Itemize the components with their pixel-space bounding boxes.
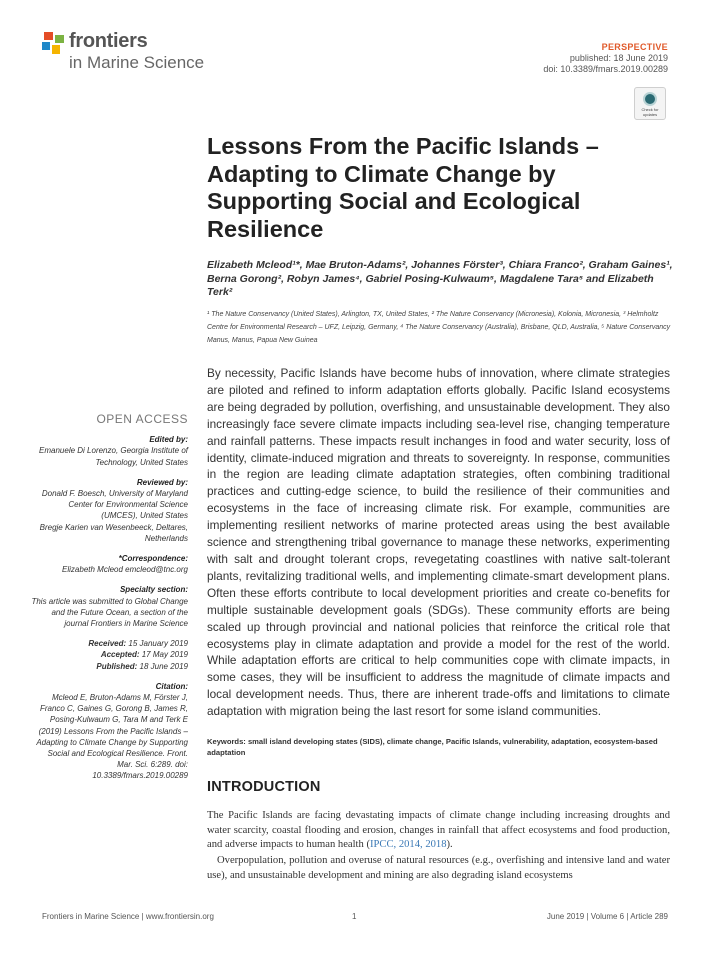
accepted-label: Accepted: bbox=[100, 650, 140, 660]
received-date: 15 January 2019 bbox=[128, 639, 188, 649]
introduction-paragraph-2: Overpopulation, pollution and overuse of natural resources (e.g., overfishing and intensive land and water use), and unsustainable development and mining are also degrading island ecosystems bbox=[207, 855, 670, 881]
article-title: Lessons From the Pacific Islands – Adapting to Climate Change by Supporting Social and Ecological Resilience bbox=[207, 133, 599, 242]
keywords bbox=[207, 736, 677, 758]
specialty-section: This article was submitted to Global Change and the Future Ocean, a section of the journal Frontiers in Marine Science bbox=[31, 596, 188, 629]
reviewed-by-label: Reviewed by: bbox=[136, 477, 188, 487]
affiliations: ¹ The Nature Conservancy (United States), Arlington, TX, United States, ² The Nature Conservancy (Micronesia), Kolonia, Micronesia, ³ Helmholtz Centre for Environmental Research – UFZ, Leipzig, Germany, ⁴ The Nature Conservancy (Australia), Brisbane, QLD, Australia, ⁵ Nature Conservancy Manus, Manus, Papua New Guinea bbox=[207, 311, 671, 344]
introduction-paragraph-1 bbox=[207, 809, 670, 853]
open-access-label: OPEN ACCESS bbox=[96, 412, 188, 426]
author-list: Elizabeth Mcleod¹*, Mae Bruton-Adams², Johannes Förster³, Chiara Franco², Graham Gaines¹, Berna Gorong², Robyn James⁴, Gabriel Posing-Kulwaum⁵, Magdalene Tara⁵ and Elizabeth Terk² bbox=[207, 259, 673, 298]
introduction-heading: INTRODUCTION bbox=[207, 779, 321, 795]
intro-p1-text: The Pacific Islands are facing devastating impacts of climate change including increasing droughts and water scarcity, coastal flooding and erosion, changes in rainfall that affect ecosystems and food production, and adverse impacts to human health ( bbox=[207, 810, 670, 851]
page-number: 1 bbox=[352, 912, 357, 921]
check-updates-line1: Check for bbox=[641, 107, 659, 112]
footer-issue: June 2019 | Volume 6 | Article 289 bbox=[546, 912, 668, 921]
article-sidebar bbox=[30, 414, 188, 782]
citation-label: Citation: bbox=[155, 681, 188, 691]
accepted-row bbox=[30, 649, 188, 660]
received-label: Received: bbox=[88, 639, 127, 649]
citation: Mcleod E, Bruton-Adams M, Förster J, Franco C, Gaines G, Gorong B, James R, Posing-Kulwaum G, Tara M and Terk E (2019) Lessons From the Pacific Islands – Adapting to Climate Change by Supporting Social and Ecological Resilience. Front. Mar. Sci. 6:289. doi: 10.3389/fmars.2019.00289 bbox=[36, 693, 188, 781]
logo-name: frontiers bbox=[69, 30, 148, 52]
editor: Emanuele Di Lorenzo, Georgia Institute of Technology, United States bbox=[39, 446, 188, 467]
keywords-list: small island developing states (SIDS), climate change, Pacific Islands, vulnerability, adaptation, ecosystem-based adaptation bbox=[207, 737, 658, 757]
edited-by-label: Edited by: bbox=[149, 435, 188, 445]
specialty-label: Specialty section: bbox=[119, 585, 188, 595]
correspondence[interactable]: Elizabeth Mcleod emcleod@tnc.org bbox=[62, 565, 188, 575]
abstract: By necessity, Pacific Islands have become hubs of innovation, where climate strategies are piloted and refined to inform adaptation efforts globally. Pacific Island ecosystems are being degraded by pollution, overfishing, and unsustainable development. They also increasingly face severe climate impacts including sea-level rise, changing temperature and rainfall patterns. These impacts result inchanges in food and water security, loss of identity, climate-induced migration and threats to sovereignty. In response, communities in the region are leading climate adaptation strategies, often combining traditional practices and cutting-edge science, to build the resilience of their communities and ecosystems in the face of increasing climate risk. For example, communities are implementing resilient networks of marine protected areas using the best available science and strengthening tribal governance to manage these networks, experimenting with salt and drought tolerant crops, revegetating coastlines with native salt-tolerant plants, revitalizing traditional wells, and implementing climate-smart development plans. Often these efforts contribute to local development priorities and create co-benefits for multiple sustainable development goals (SDGs). These community efforts are being scaled up through provincial and national policies that reinforce the critical role that ecosystems play in climate adaptation and provide a model for the rest of the world. While adaptation efforts are critical to help communities cope with climate impacts, in some cases, they will be insufficient to address the magnitude of climate impacts and local development needs. Thus, there are inherent trade-offs and limitations to climate adaptation with migration being the last resort for some island communities. bbox=[207, 366, 670, 719]
article-meta bbox=[543, 42, 668, 75]
correspondence-label: *Correspondence: bbox=[118, 554, 188, 564]
intro-p1-end: ). bbox=[446, 839, 453, 851]
footer-journal[interactable]: Frontiers in Marine Science | www.frontiersin.org bbox=[42, 912, 214, 921]
received-row bbox=[30, 638, 188, 649]
published-label: Published: bbox=[96, 661, 138, 671]
article-doi[interactable]: doi: 10.3389/fmars.2019.00289 bbox=[543, 64, 668, 74]
keywords-label: Keywords: bbox=[207, 737, 246, 746]
ipcc-citation-link[interactable]: IPCC, 2014, 2018 bbox=[369, 839, 447, 851]
reviewer-1: Donald F. Boesch, University of Maryland Center for Environmental Science (UMCES), United States bbox=[41, 489, 188, 521]
article-type: PERSPECTIVE bbox=[601, 42, 668, 52]
published-date: published: 18 June 2019 bbox=[569, 53, 668, 63]
published-row bbox=[30, 661, 188, 672]
check-updates-line2: updates bbox=[642, 112, 658, 117]
sidebar-published-date: 18 June 2019 bbox=[139, 661, 188, 671]
accepted-date: 17 May 2019 bbox=[141, 650, 188, 660]
check-updates-icon bbox=[643, 92, 657, 106]
reviewer-2: Bregje Karien van Wesenbeeck, Deltares, Netherlands bbox=[39, 522, 188, 543]
frontiers-logo-icon bbox=[42, 32, 66, 56]
logo-subtitle: in Marine Science bbox=[69, 53, 205, 72]
check-for-updates-button[interactable] bbox=[634, 87, 666, 120]
